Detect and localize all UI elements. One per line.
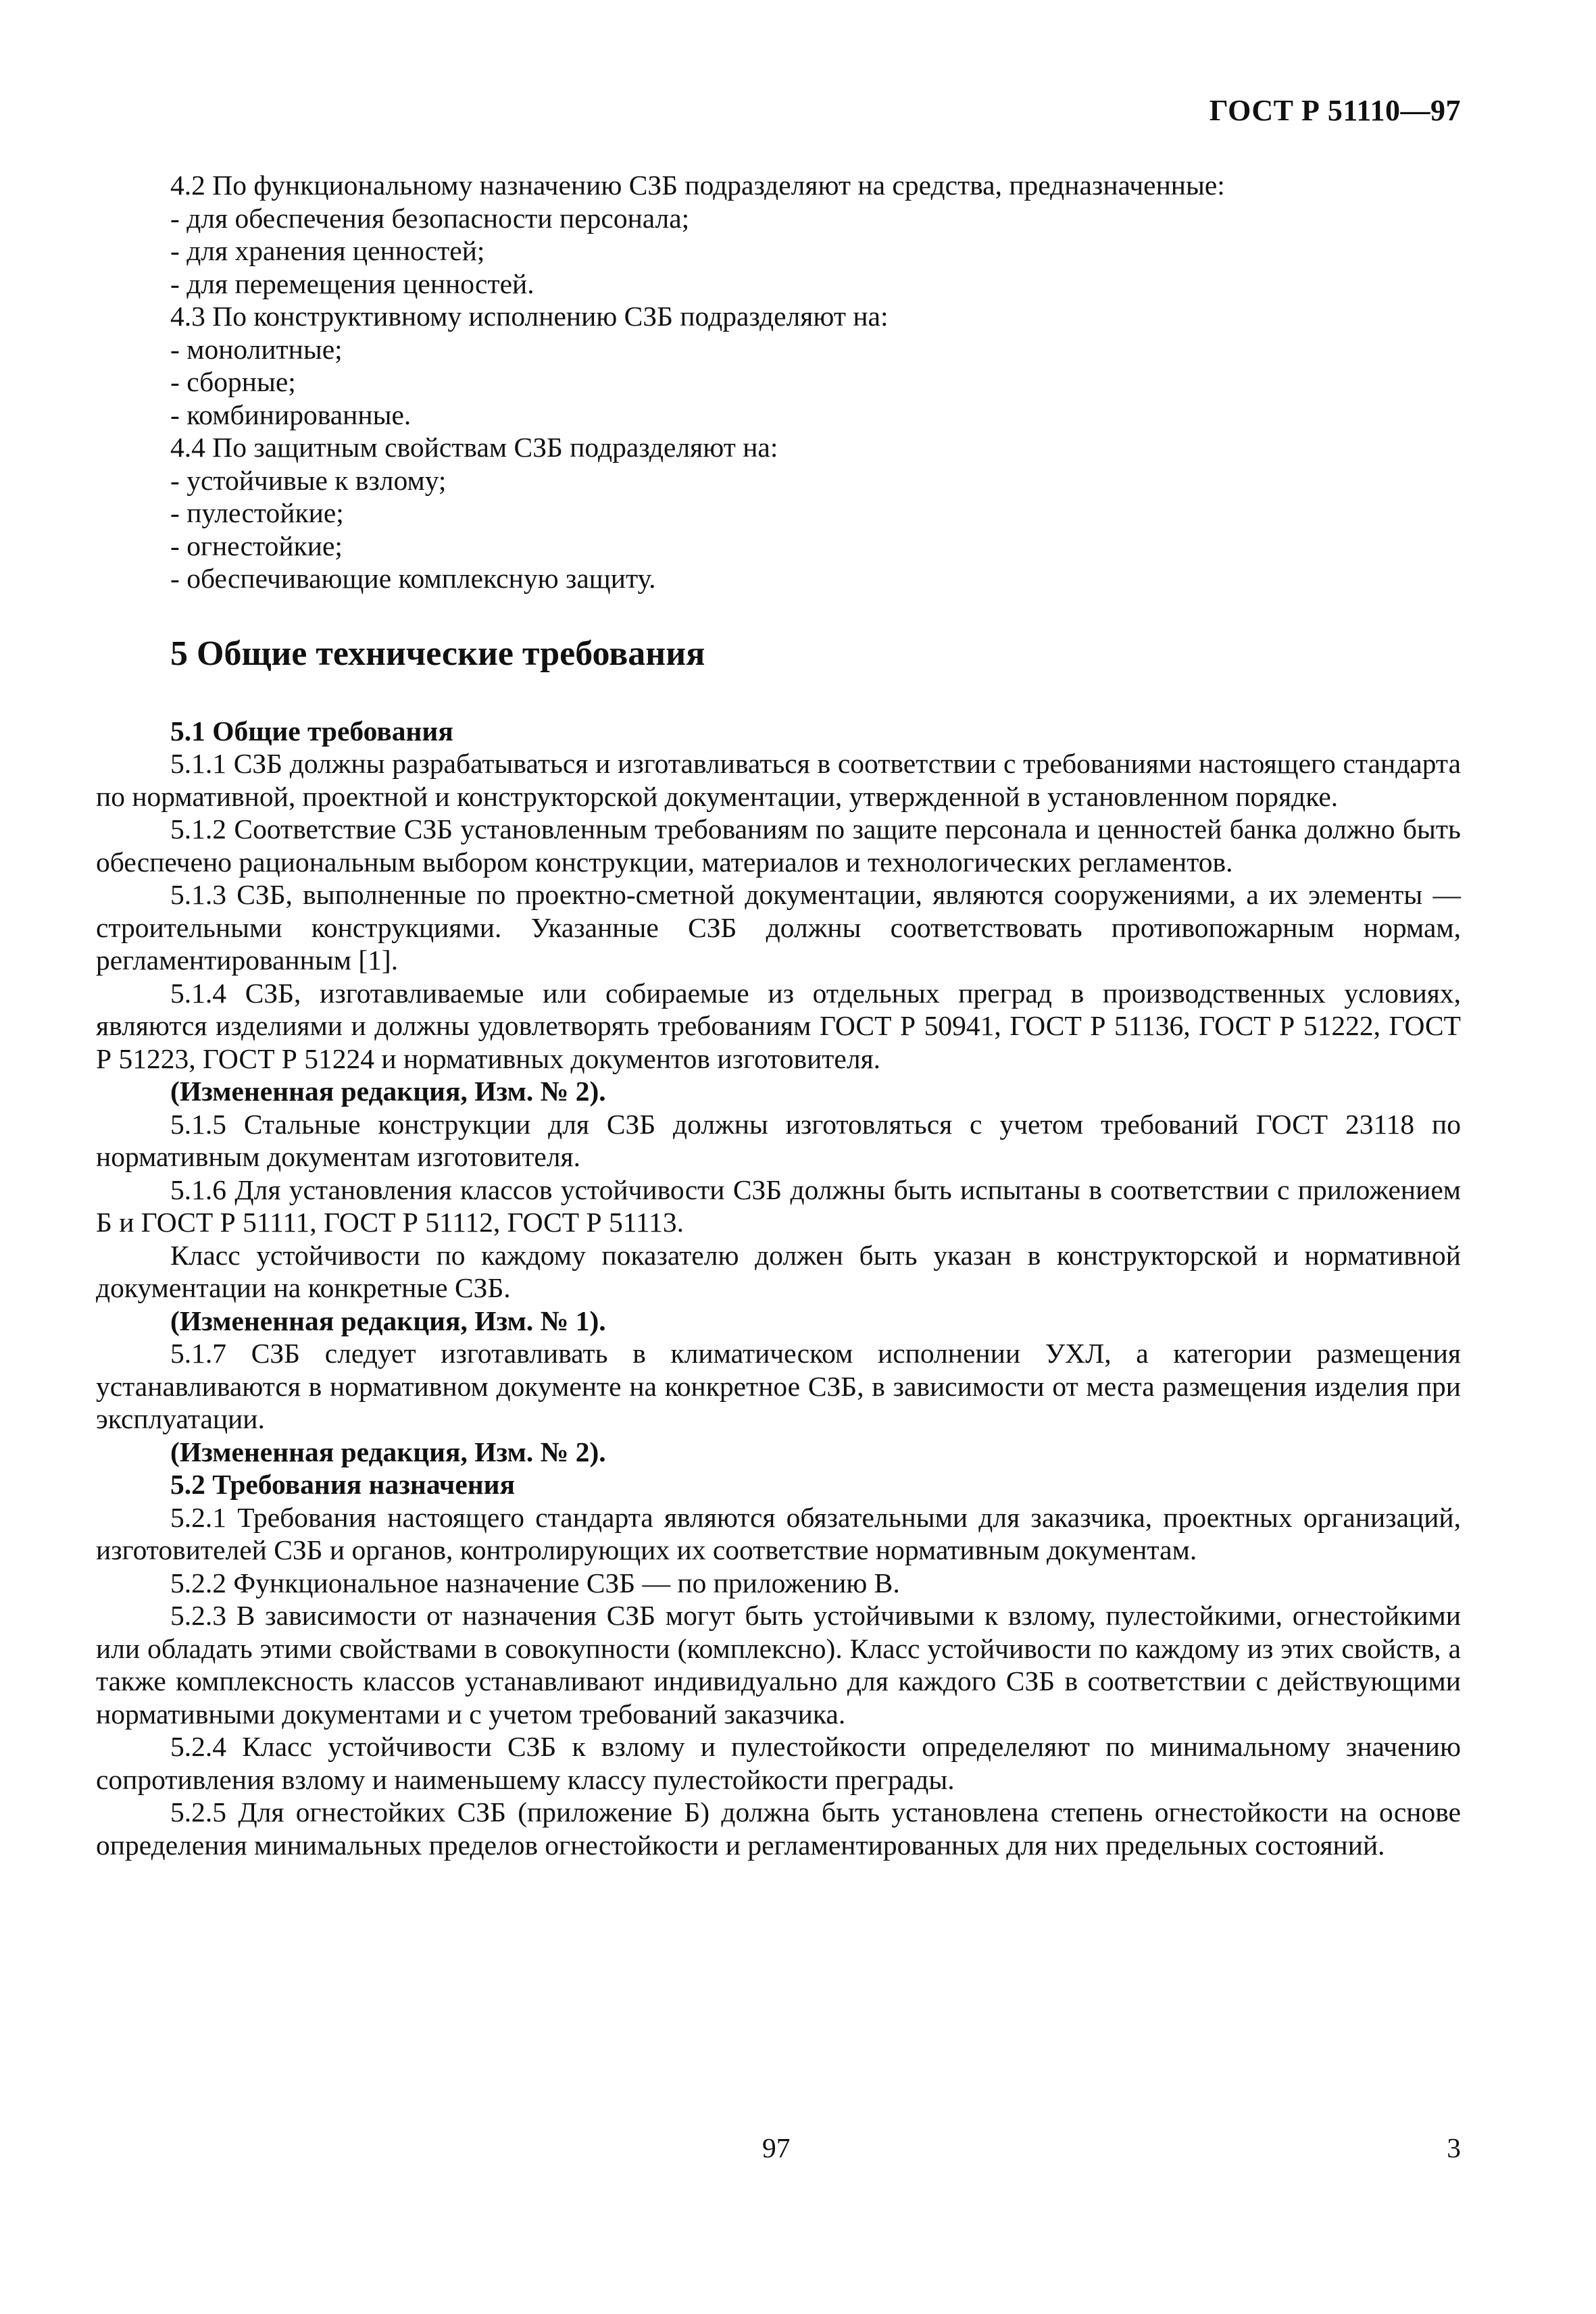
revision-note: (Измененная редакция, Изм. № 1). bbox=[170, 1305, 606, 1336]
list-item: - устойчивые к взлому; bbox=[170, 464, 447, 496]
paragraph-4-3: 4.3 По конструктивному исполнению СЗБ подразделяют на: bbox=[170, 301, 889, 332]
list-item: - комбинированные. bbox=[170, 399, 412, 430]
footer-center-number: 97 bbox=[762, 2132, 791, 2163]
paragraph-5-1-6: 5.1.6 Для установления классов устойчивости СЗБ должны быть испытаны в соответствии с приложением Б и ГОСТ Р 51111, ГОСТ Р 51112, ГОСТ Р 51113. bbox=[96, 1174, 1461, 1238]
paragraph-4-2: 4.2 По функциональному назначению СЗБ подразделяют на средства, предназначенные: bbox=[170, 170, 1225, 201]
paragraph-5-1-5: 5.1.5 Стальные конструкции для СЗБ должны изготовляться с учетом требований ГОСТ 23118 по нормативным документам изготовителя. bbox=[96, 1108, 1461, 1172]
revision-note: (Измененная редакция, Изм. № 2). bbox=[170, 1436, 606, 1467]
paragraph-5-2-2: 5.2.2 Функциональное назначение СЗБ — по приложению В. bbox=[170, 1567, 900, 1599]
paragraph-5-1-2: 5.1.2 Соответствие СЗБ установленным требованиям по защите персонала и ценностей банка должно быть обеспечено рациональным выбором конструкции, материалов и технологических регламентов. bbox=[96, 813, 1461, 878]
list-item: - монолитные; bbox=[170, 333, 343, 365]
paragraph-5-2-1: 5.2.1 Требования настоящего стандарта являются обязательными для заказчика, проектных организаций, изготовителей СЗБ и органов, контролирующих их соответствие нормативным документам. bbox=[96, 1501, 1461, 1565]
paragraph-5-1-7: 5.1.7 СЗБ следует изготавливать в климатическом исполнении УХЛ, а категории размещения устанавливаются в нормативном документе на конкретное СЗБ, в зависимости от места размещения изделия при эксплуатации. bbox=[96, 1338, 1461, 1434]
paragraph-4-4: 4.4 По защитным свойствам СЗБ подразделяют на: bbox=[170, 432, 778, 463]
paragraph-5-2-3: 5.2.3 В зависимости от назначения СЗБ могут быть устойчивыми к взлому, пулестойкими, огнестойкими или обладать этими свойствами в совокупности (комплексно). Класс устойчивости по каждому из этих свойств, а также комплексность классов устанавливают индивидуально для каждого СЗБ в соответствии с действующими нормативными документами и с учетом требований заказчика. bbox=[96, 1600, 1461, 1730]
subsection-5-2-heading: 5.2 Требования назначения bbox=[170, 1469, 516, 1500]
list-item: - обеспечивающие комплексную защиту. bbox=[170, 563, 656, 594]
list-item: - огнестойкие; bbox=[170, 530, 343, 561]
paragraph-5-1-4: 5.1.4 СЗБ, изготавливаемые или собираемые из отдельных преград в производственных условиях, являются изделиями и должны удовлетворять требованиям ГОСТ Р 50941, ГОСТ Р 51136, ГОСТ Р 51222, ГОСТ Р 51223, ГОСТ Р 51224 и нормативных документов изготовителя. bbox=[96, 977, 1461, 1074]
list-item: - сборные; bbox=[170, 366, 296, 397]
list-item: - для обеспечения безопасности персонала; bbox=[170, 202, 690, 234]
section-5-heading: 5 Общие технические требования bbox=[170, 634, 705, 673]
revision-note: (Измененная редакция, Изм. № 2). bbox=[170, 1076, 606, 1107]
paragraph-5-1-3: 5.1.3 СЗБ, выполненные по проектно-сметной документации, являются сооружениями, а их элементы — строительными конструкциями. Указанные СЗБ должны соответствовать противопожарным нормам, регламентированным [1]. bbox=[96, 879, 1461, 976]
paragraph-5-1-1: 5.1.1 СЗБ должны разрабатываться и изготавливаться в соответствии с требованиями настоящего стандарта по нормативной, проектной и конструкторской документации, утвержденной в установленном порядке. bbox=[96, 748, 1461, 812]
paragraph-5-1-6-continued: Класс устойчивости по каждому показателю должен быть указан в конструкторской и нормативной документации на конкретные СЗБ. bbox=[96, 1239, 1461, 1303]
list-item: - для хранения ценностей; bbox=[170, 235, 485, 266]
document-body bbox=[96, 169, 1461, 1861]
list-item: - для перемещения ценностей. bbox=[170, 268, 534, 299]
subsection-5-1-heading: 5.1 Общие требования bbox=[170, 715, 453, 747]
list-item: - пулестойкие; bbox=[170, 497, 344, 528]
page-number: 3 bbox=[1447, 2132, 1461, 2163]
document-header: ГОСТ Р 51110—97 bbox=[1209, 94, 1461, 127]
paragraph-5-2-5: 5.2.5 Для огнестойких СЗБ (приложение Б) должна быть установлена степень огнестойкости на основе определения минимальных пределов огнестойкости и регламентированных для них предельных состояний. bbox=[96, 1796, 1461, 1861]
paragraph-5-2-4: 5.2.4 Класс устойчивости СЗБ к взлому и пулестойкости определеляют по минимальному значению сопротивления взлому и наименьшему классу пулестойкости преграды. bbox=[96, 1731, 1461, 1795]
